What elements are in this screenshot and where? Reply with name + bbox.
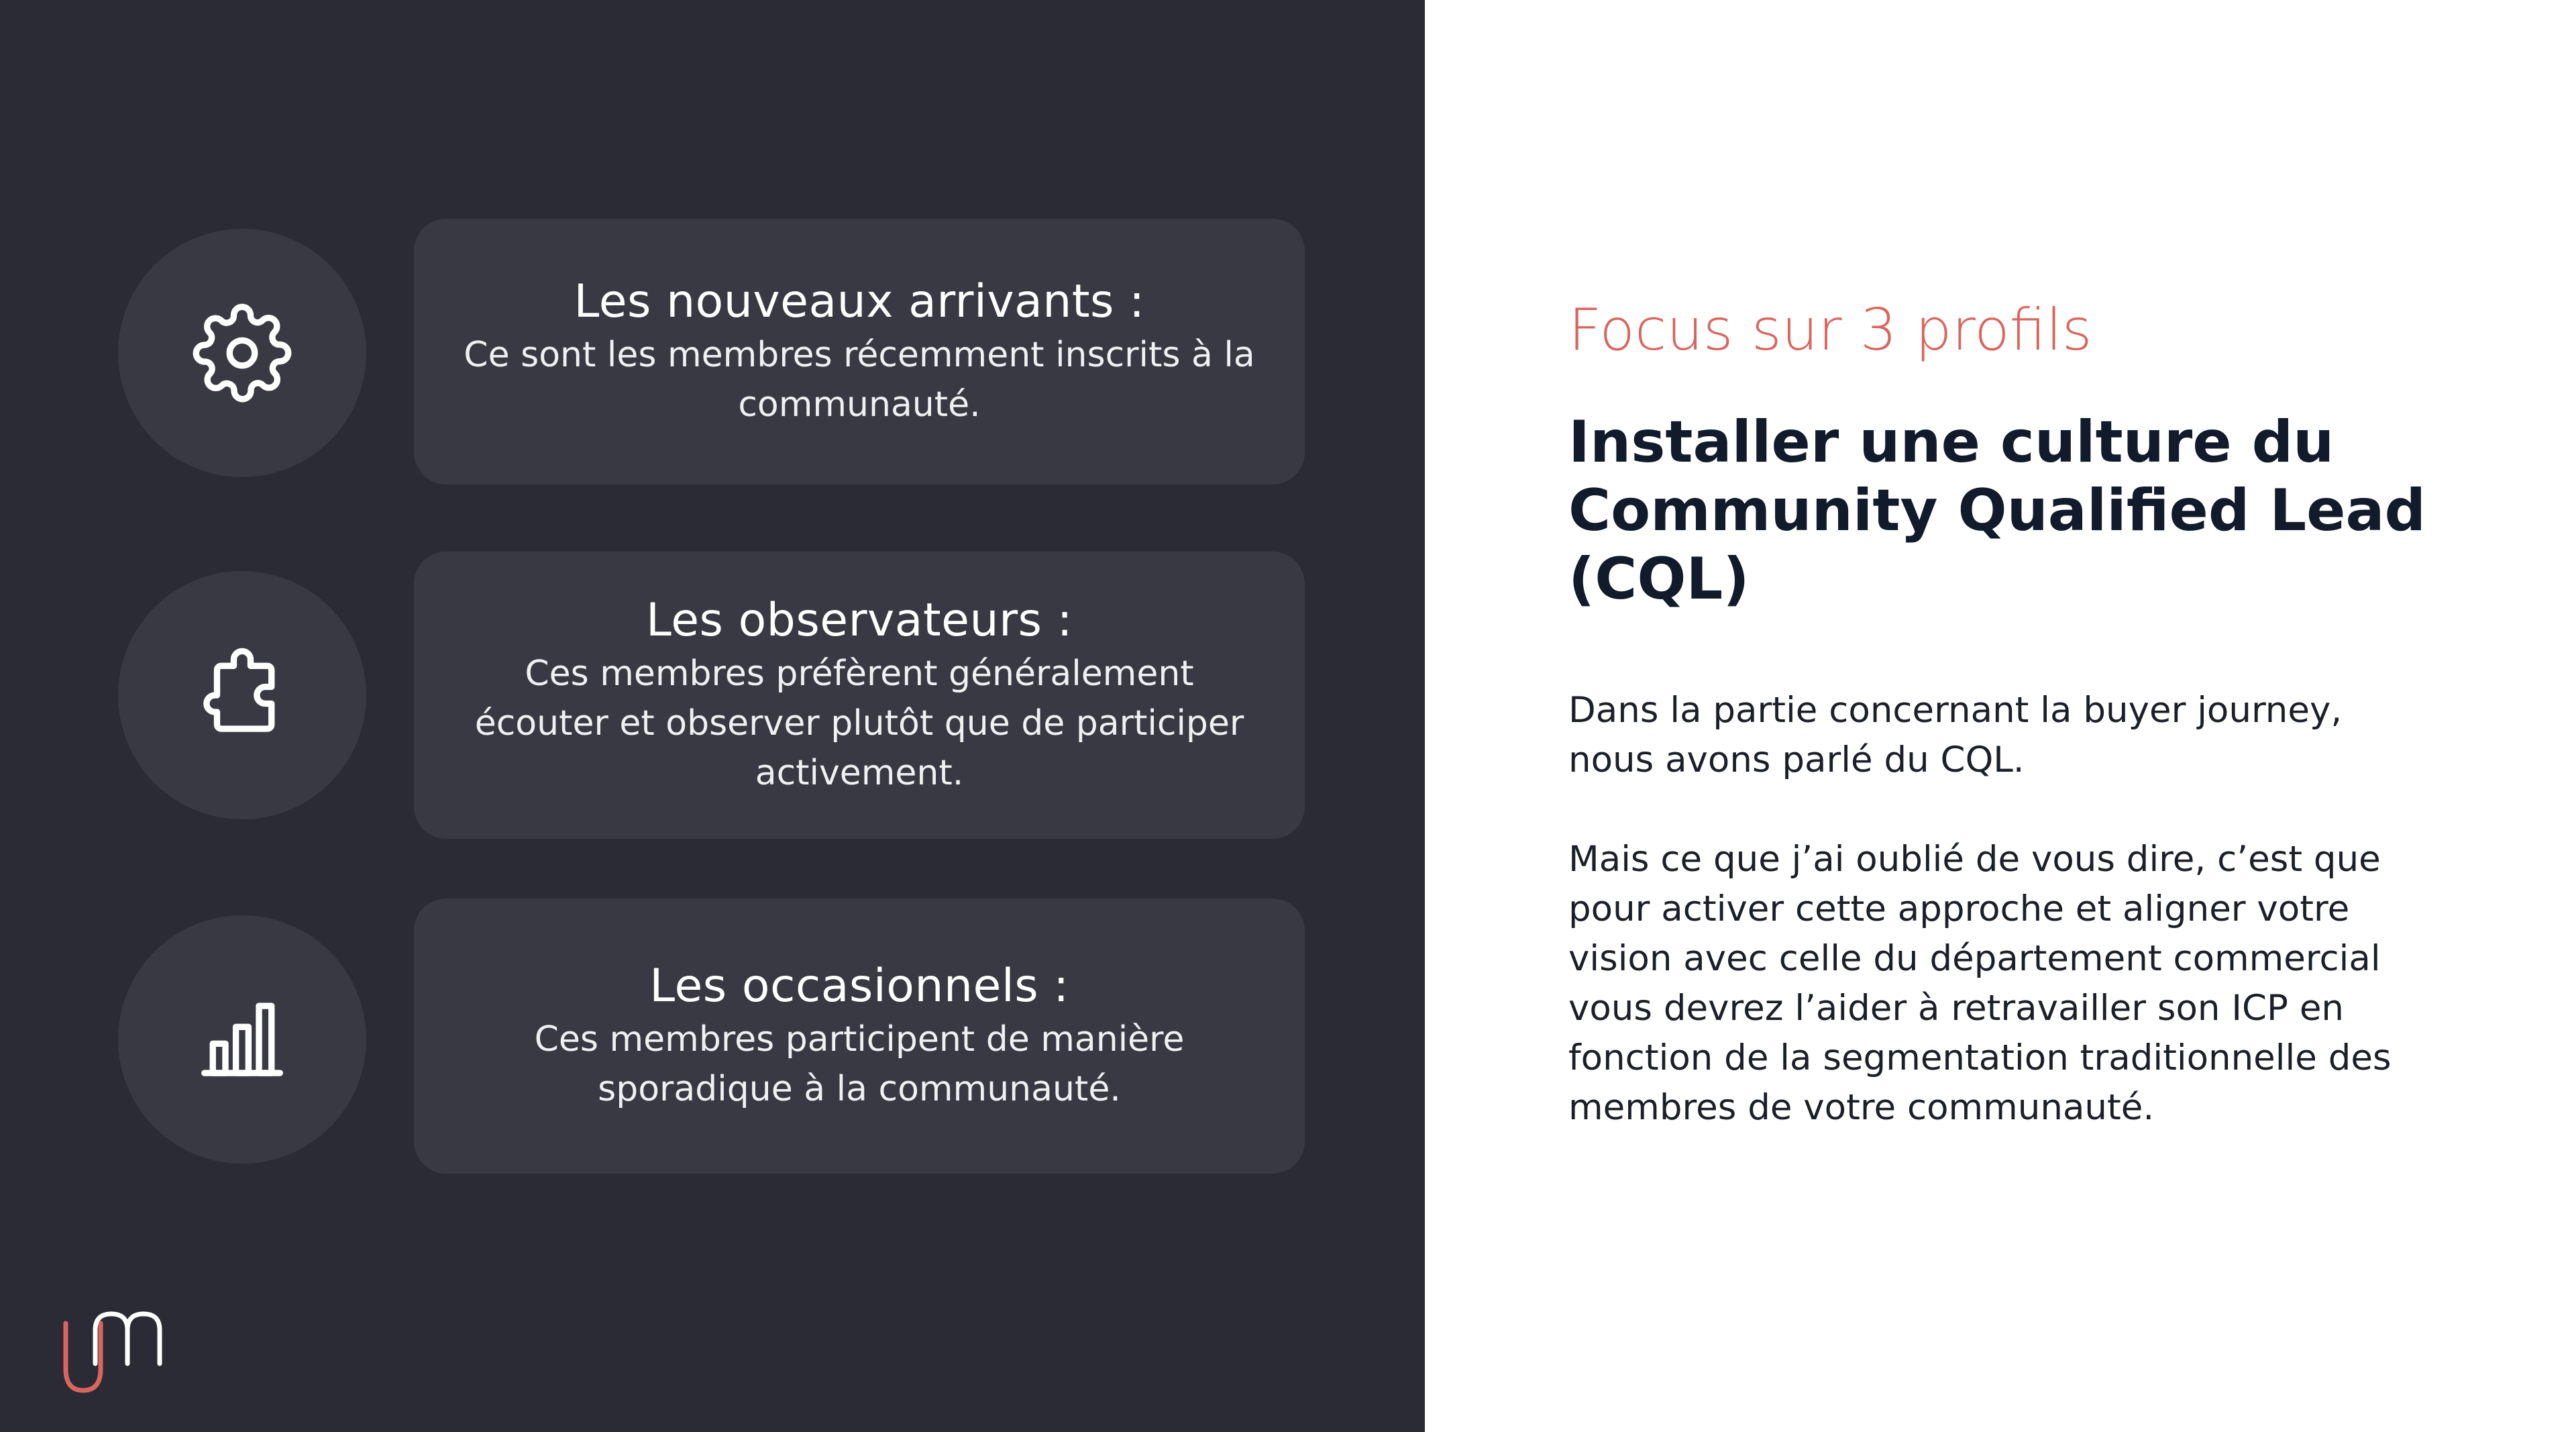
profile-description: Ce sont les membres récemment inscrits à la communauté. [464, 335, 1255, 425]
icon-circle-observers [118, 571, 366, 819]
section-eyebrow: Focus sur 3 profils [1568, 297, 2092, 364]
bar-chart-icon [192, 989, 292, 1090]
profile-description: Ces membres participent de manière sporadique à la communauté. [534, 1019, 1185, 1109]
puzzle-icon [192, 645, 292, 746]
brand-logo [58, 1305, 172, 1398]
page-title: Installer une culture du Community Qualified Lead (CQL) [1568, 409, 2426, 613]
icon-circle-occasionals [118, 915, 366, 1164]
gear-icon [192, 303, 292, 403]
profile-card-newcomers [414, 219, 1305, 484]
profile-title: Les nouveaux arrivants : [574, 275, 1145, 328]
body-paragraph-2: Mais ce que j’ai oublié de vous dire, c’est que pour activer cette approche et aligner votre vision avec celle du département commercial vous devrez l’aider à retravailler son ICP en fonction de la segmentation traditionnelle des membres de votre communauté. [1568, 839, 2392, 1128]
profile-card-observers [414, 552, 1305, 839]
profile-title: Les observateurs : [646, 594, 1073, 647]
profile-title: Les occasionnels : [649, 960, 1069, 1013]
icon-circle-newcomers [118, 229, 366, 477]
profile-card-occasionals [414, 899, 1305, 1174]
profile-description: Ces membres préfèrent généralement écouter et observer plutôt que de participer activement. [474, 654, 1244, 793]
body-paragraph-1: Dans la partie concernant la buyer journey, nous avons parlé du CQL. [1568, 690, 2343, 780]
